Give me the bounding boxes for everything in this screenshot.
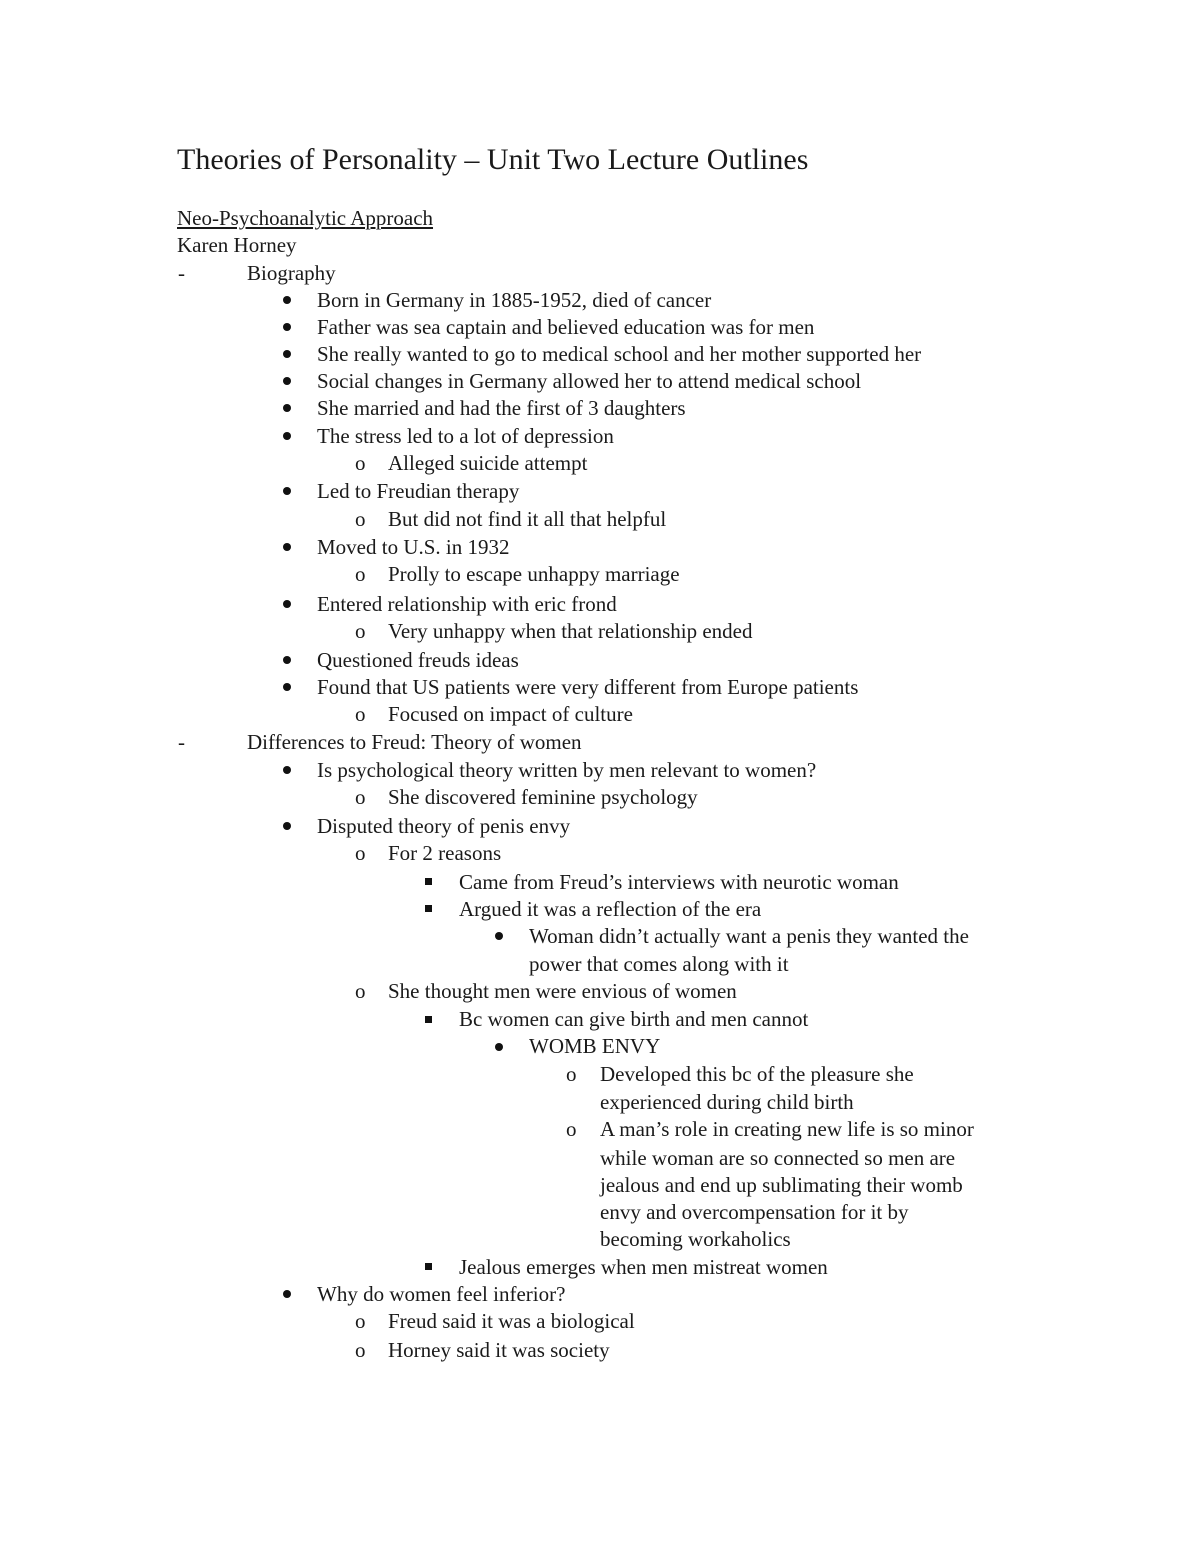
dash-marker: - bbox=[178, 730, 185, 754]
bullet-dot bbox=[283, 656, 291, 664]
outline-item: Horney said it was society bbox=[388, 1338, 610, 1362]
outline-item: Disputed theory of penis envy bbox=[317, 814, 571, 838]
outline-item: Came from Freud’s interviews with neurotic woman bbox=[459, 870, 899, 894]
outline-item: Alleged suicide attempt bbox=[388, 451, 588, 475]
outline-item: Father was sea captain and believed education was for men bbox=[317, 315, 815, 339]
bullet-dot bbox=[283, 822, 291, 830]
bullet-dot bbox=[283, 543, 291, 551]
bullet-dot bbox=[283, 296, 291, 304]
bullet-dot bbox=[283, 683, 291, 691]
circle-marker: o bbox=[355, 619, 366, 643]
bullet-dot bbox=[283, 1290, 291, 1298]
outline-item-continued: becoming workaholics bbox=[600, 1227, 791, 1251]
outline-item: Born in Germany in 1885-1952, died of cancer bbox=[317, 288, 712, 312]
bullet-dot bbox=[283, 404, 291, 412]
outline-item: Focused on impact of culture bbox=[388, 702, 633, 726]
bullet-dot bbox=[283, 377, 291, 385]
outline-item: Moved to U.S. in 1932 bbox=[317, 535, 510, 559]
outline-item: A man’s role in creating new life is so minor bbox=[600, 1117, 974, 1141]
bullet-dot bbox=[283, 600, 291, 608]
circle-marker: o bbox=[355, 979, 366, 1003]
outline-item: For 2 reasons bbox=[388, 841, 502, 865]
outline-item-continued: jealous and end up sublimating their womb bbox=[600, 1173, 963, 1197]
outline-item: Very unhappy when that relationship ended bbox=[388, 619, 753, 643]
bullet-square bbox=[425, 878, 432, 885]
bullet-dot bbox=[283, 432, 291, 440]
outline-item: Led to Freudian therapy bbox=[317, 479, 520, 503]
outline-item: The stress led to a lot of depression bbox=[317, 424, 614, 448]
outline-item: She thought men were envious of women bbox=[388, 979, 737, 1003]
circle-marker: o bbox=[355, 1309, 366, 1333]
outline-item: She married and had the first of 3 daughters bbox=[317, 396, 686, 420]
section-heading: Neo-Psychoanalytic Approach bbox=[177, 206, 434, 230]
bullet-dot bbox=[283, 487, 291, 495]
outline-item: Entered relationship with eric frond bbox=[317, 592, 617, 616]
circle-marker: o bbox=[355, 562, 366, 586]
dash-marker: - bbox=[178, 261, 185, 285]
circle-marker: o bbox=[355, 841, 366, 865]
circle-marker: o bbox=[355, 1338, 366, 1362]
circle-marker: o bbox=[355, 507, 366, 531]
outline-item: She really wanted to go to medical school and her mother supported her bbox=[317, 342, 922, 366]
outline-item: Why do women feel inferior? bbox=[317, 1282, 566, 1306]
outline-item: Social changes in Germany allowed her to attend medical school bbox=[317, 369, 862, 393]
bullet-square bbox=[425, 905, 432, 912]
outline-heading-differences: Differences to Freud: Theory of women bbox=[247, 730, 582, 754]
bullet-dot bbox=[495, 1043, 503, 1051]
bullet-square bbox=[425, 1263, 432, 1270]
outline-item: Bc women can give birth and men cannot bbox=[459, 1007, 809, 1031]
outline-item: Freud said it was a biological bbox=[388, 1309, 635, 1333]
outline-item: Jealous emerges when men mistreat women bbox=[459, 1255, 828, 1279]
circle-marker: o bbox=[355, 451, 366, 475]
outline-item-continued: experienced during child birth bbox=[600, 1090, 854, 1114]
outline-item: Prolly to escape unhappy marriage bbox=[388, 562, 680, 586]
outline-item-continued: envy and overcompensation for it by bbox=[600, 1200, 909, 1224]
outline-item-continued: while woman are so connected so men are bbox=[600, 1146, 956, 1170]
circle-marker: o bbox=[566, 1117, 577, 1141]
bullet-dot bbox=[283, 350, 291, 358]
bullet-dot bbox=[283, 766, 291, 774]
outline-heading-biography: Biography bbox=[247, 261, 336, 285]
outline-item: WOMB ENVY bbox=[529, 1034, 661, 1058]
bullet-square bbox=[425, 1016, 432, 1023]
subject-name: Karen Horney bbox=[177, 233, 297, 257]
bullet-dot bbox=[495, 932, 503, 940]
outline-item: Woman didn’t actually want a penis they wanted the bbox=[529, 924, 969, 948]
bullet-dot bbox=[283, 323, 291, 331]
outline-item-continued: power that comes along with it bbox=[529, 952, 789, 976]
outline-item: Argued it was a reflection of the era bbox=[459, 897, 762, 921]
outline-item: But did not find it all that helpful bbox=[388, 507, 667, 531]
outline-item: Developed this bc of the pleasure she bbox=[600, 1062, 914, 1086]
circle-marker: o bbox=[355, 702, 366, 726]
outline-item: Found that US patients were very different from Europe patients bbox=[317, 675, 859, 699]
circle-marker: o bbox=[355, 785, 366, 809]
outline-item: She discovered feminine psychology bbox=[388, 785, 698, 809]
outline-item: Questioned freuds ideas bbox=[317, 648, 519, 672]
circle-marker: o bbox=[566, 1062, 577, 1086]
document-title: Theories of Personality – Unit Two Lecture Outlines bbox=[177, 143, 809, 176]
outline-item: Is psychological theory written by men relevant to women? bbox=[317, 758, 817, 782]
